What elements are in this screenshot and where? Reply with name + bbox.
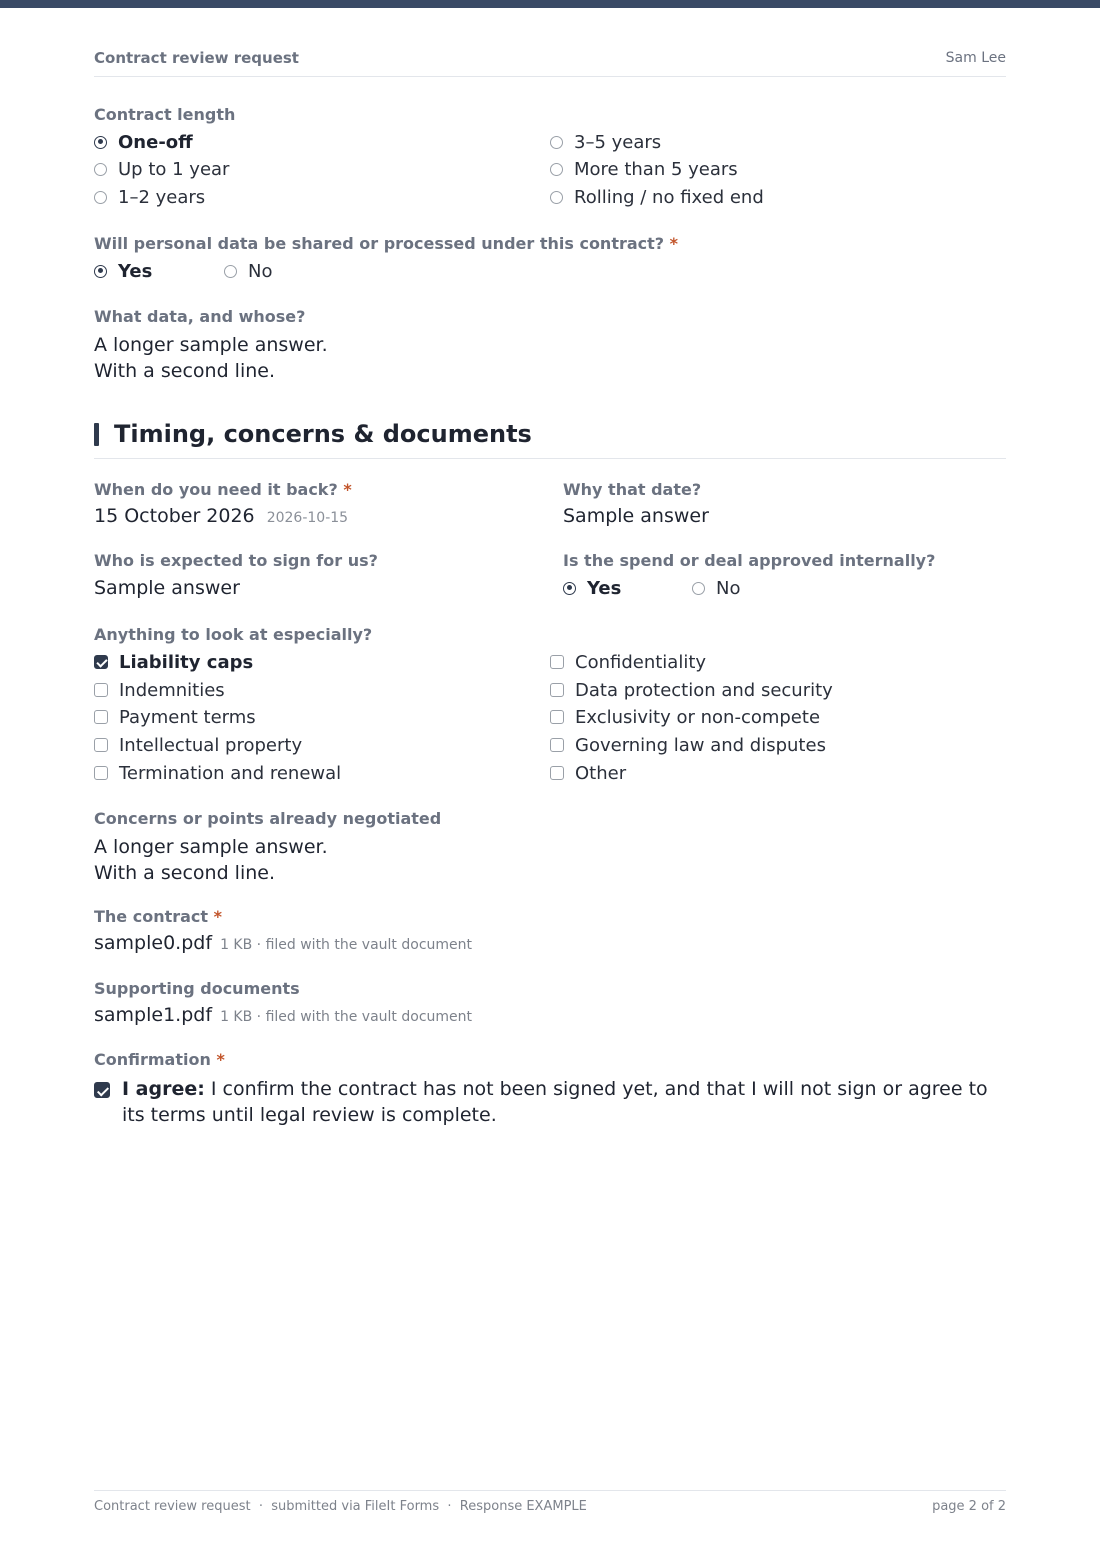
- contract-file[interactable]: [94, 932, 472, 954]
- page-footer: [94, 1490, 1006, 1521]
- option-label: Yes: [118, 260, 153, 282]
- respondent-name: Sam Lee: [945, 50, 1006, 66]
- required-mark: *: [669, 234, 679, 253]
- personal-data-option-yes[interactable]: [94, 259, 152, 283]
- section-title: Timing, concerns & documents: [114, 420, 532, 448]
- option-label: Yes: [587, 577, 622, 599]
- supporting-file-meta: 1 KB · filed with the vault document: [220, 1009, 473, 1025]
- required-mark: *: [343, 480, 352, 499]
- option-label: Data protection and security: [575, 679, 833, 701]
- look-at-option-liability-caps[interactable]: [94, 650, 253, 674]
- footer-info: Contract review request · submitted via FileIt Forms · Response EXAMPLE: [94, 1499, 587, 1514]
- option-label: Rolling / no fixed end: [574, 186, 764, 208]
- confirmation-checkbox-row[interactable]: [94, 1076, 1006, 1128]
- confirmation-text-block: [122, 1076, 1006, 1128]
- what-data-label: What data, and whose?: [94, 307, 306, 326]
- option-label: Termination and renewal: [119, 762, 342, 784]
- checkbox-icon: [94, 710, 108, 724]
- contract-length-option-more-than-5-years[interactable]: [550, 157, 738, 181]
- look-at-option-other[interactable]: [550, 761, 626, 785]
- option-label: Intellectual property: [119, 734, 303, 756]
- option-label: Governing law and disputes: [575, 734, 826, 756]
- supporting-filename: sample1.pdf: [94, 1004, 213, 1026]
- look-at-option-governing-law[interactable]: [550, 733, 826, 757]
- what-data-answer: [94, 332, 328, 384]
- contract-filename: sample0.pdf: [94, 932, 213, 954]
- option-label: No: [716, 577, 741, 599]
- checkbox-icon: [550, 683, 564, 697]
- option-label: More than 5 years: [574, 158, 738, 180]
- checkbox-checked-icon: [94, 1082, 110, 1098]
- required-mark: *: [216, 1050, 225, 1069]
- option-label: No: [248, 260, 273, 282]
- checkbox-icon: [94, 683, 108, 697]
- approved-option-yes[interactable]: [563, 576, 621, 600]
- option-label: Liability caps: [119, 651, 254, 673]
- why-date-label: Why that date?: [563, 480, 702, 499]
- concerns-label: Concerns or points already negotiated: [94, 809, 442, 828]
- contract-length-option-one-off[interactable]: [94, 130, 193, 154]
- supporting-file[interactable]: [94, 1004, 472, 1026]
- radio-icon: [94, 191, 107, 204]
- confirmation-label: [94, 1050, 225, 1069]
- look-at-option-data-protection[interactable]: [550, 678, 833, 702]
- contract-file-question: The contract: [94, 907, 209, 926]
- radio-selected-icon: [94, 265, 107, 278]
- need-back-date: 15 October 2026: [94, 505, 255, 527]
- answer-line: A longer sample answer.: [94, 334, 328, 356]
- look-at-option-indemnities[interactable]: [94, 678, 225, 702]
- look-at-option-termination[interactable]: [94, 761, 341, 785]
- concerns-answer: [94, 834, 328, 886]
- required-mark: *: [213, 907, 223, 926]
- section-accent-bar: [94, 423, 99, 446]
- checkbox-icon: [550, 655, 564, 669]
- checkbox-icon: [550, 738, 564, 752]
- radio-icon: [692, 582, 705, 595]
- contract-file-label: [94, 907, 222, 926]
- option-label: Up to 1 year: [118, 158, 230, 180]
- contract-length-option-3-5-years[interactable]: [550, 130, 661, 154]
- radio-icon: [550, 191, 563, 204]
- look-at-option-payment-terms[interactable]: [94, 705, 256, 729]
- confirmation-question: Confirmation: [94, 1050, 211, 1069]
- personal-data-question: Will personal data be shared or processed under this contract?: [94, 234, 665, 253]
- look-at-option-exclusivity[interactable]: [550, 705, 820, 729]
- top-accent-bar: [0, 0, 1100, 8]
- contract-file-meta: 1 KB · filed with the vault document: [220, 937, 473, 953]
- option-label: One-off: [118, 131, 193, 153]
- contract-length-label: Contract length: [94, 105, 236, 124]
- contract-length-option-1-2-years[interactable]: [94, 185, 205, 209]
- radio-icon: [94, 163, 107, 176]
- radio-icon: [550, 136, 563, 149]
- need-back-question: When do you need it back?: [94, 480, 338, 499]
- answer-line: With a second line.: [94, 862, 275, 884]
- approved-option-no[interactable]: [692, 576, 740, 600]
- look-at-option-intellectual-property[interactable]: [94, 733, 302, 757]
- checkbox-icon: [94, 738, 108, 752]
- approved-label: Is the spend or deal approved internally?: [563, 551, 936, 570]
- personal-data-option-no[interactable]: [224, 259, 272, 283]
- contract-length-option-up-to-1-year[interactable]: [94, 157, 229, 181]
- page-number: page 2 of 2: [932, 1499, 1006, 1514]
- radio-icon: [224, 265, 237, 278]
- option-label: 3–5 years: [574, 131, 662, 153]
- radio-icon: [550, 163, 563, 176]
- section-heading: [94, 420, 1006, 459]
- option-label: 1–2 years: [118, 186, 206, 208]
- option-label: Exclusivity or non-compete: [575, 706, 821, 728]
- answer-line: A longer sample answer.: [94, 836, 328, 858]
- look-at-option-confidentiality[interactable]: [550, 650, 706, 674]
- option-label: Confidentiality: [575, 651, 707, 673]
- checkbox-icon: [550, 766, 564, 780]
- checkbox-icon: [550, 710, 564, 724]
- option-label: Payment terms: [119, 706, 256, 728]
- contract-length-option-rolling[interactable]: [550, 185, 764, 209]
- answer-line: With a second line.: [94, 360, 275, 382]
- why-date-value: Sample answer: [563, 505, 709, 527]
- signer-value: Sample answer: [94, 577, 240, 599]
- option-label: Indemnities: [119, 679, 225, 701]
- personal-data-label: [94, 234, 678, 253]
- confirmation-statement: I confirm the contract has not been signed yet, and that I will not sign or agree to its terms until legal review is complete.: [122, 1078, 988, 1126]
- need-back-value: [94, 505, 348, 527]
- agree-label: I agree:: [122, 1078, 205, 1100]
- form-title: Contract review request: [94, 49, 299, 67]
- option-label: Other: [575, 762, 627, 784]
- need-back-iso-date: 2026-10-15: [266, 510, 349, 526]
- need-back-label: [94, 480, 352, 499]
- radio-selected-icon: [94, 136, 107, 149]
- page-header: [94, 48, 1006, 77]
- supporting-docs-label: Supporting documents: [94, 979, 300, 998]
- look-at-label: Anything to look at especially?: [94, 625, 373, 644]
- checkbox-icon: [94, 766, 108, 780]
- radio-selected-icon: [563, 582, 576, 595]
- checkbox-checked-icon: [94, 655, 108, 669]
- signer-label: Who is expected to sign for us?: [94, 551, 378, 570]
